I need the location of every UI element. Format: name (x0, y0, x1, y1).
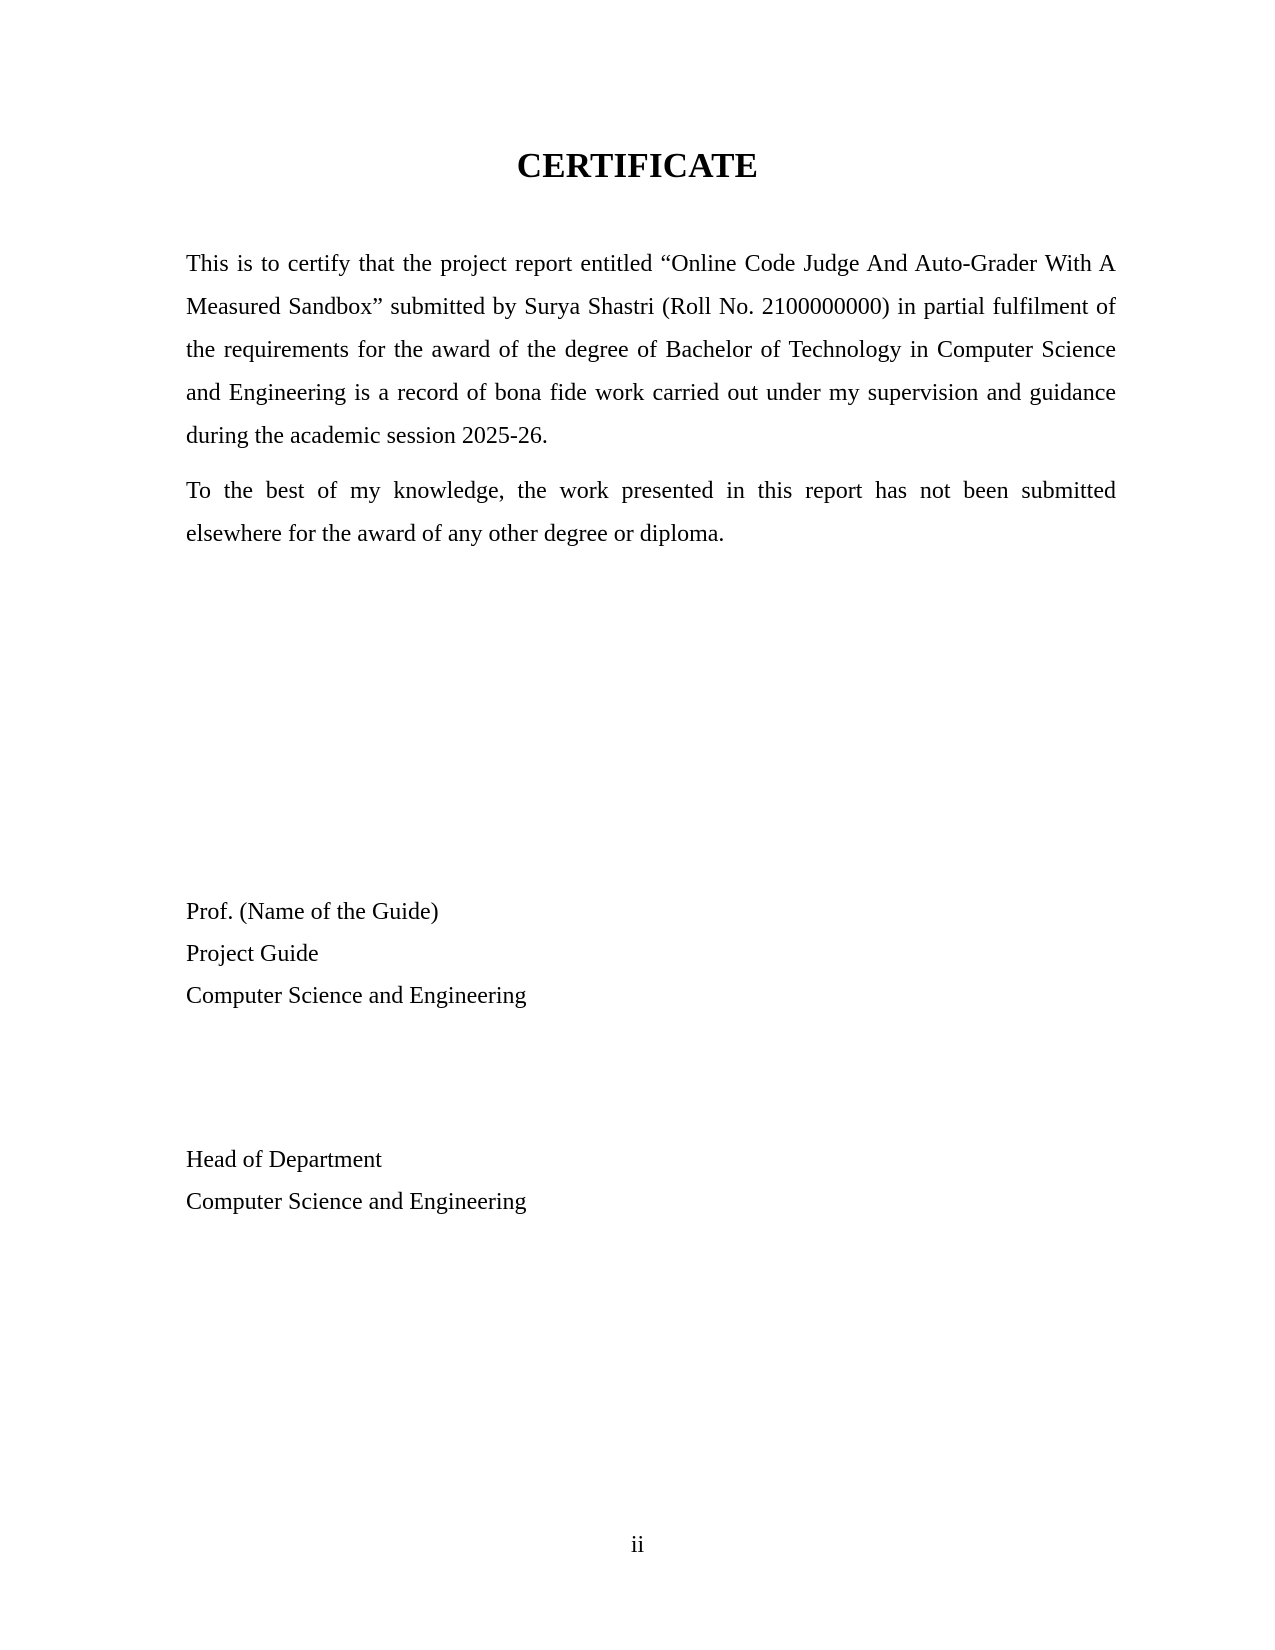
hod-department: Computer Science and Engineering (186, 1189, 527, 1215)
guide-role: Project Guide (186, 941, 319, 967)
guide-department: Computer Science and Engineering (186, 983, 527, 1009)
certificate-paragraph-1: This is to certify that the project report entitled “Online Code Judge And Auto-Grader With A Measured Sandbox” submitted by Surya Shastri (Roll No. 2100000000) in partial fulfilment of the requirements for the award of the degree of Bachelor of Technology in Computer Science and Engineering is a record of bona fide work carried out under my supervision and guidance during the academic session 2025-26. (186, 251, 1116, 449)
guide-name: Prof. (Name of the Guide) (186, 899, 439, 925)
certificate-paragraph-2: To the best of my knowledge, the work presented in this report has not been submitted elsewhere for the award of any other degree or diploma. (186, 478, 1116, 547)
hod-role: Head of Department (186, 1147, 382, 1173)
page-number: ii (630, 1532, 645, 1558)
page-title: CERTIFICATE (516, 146, 759, 185)
